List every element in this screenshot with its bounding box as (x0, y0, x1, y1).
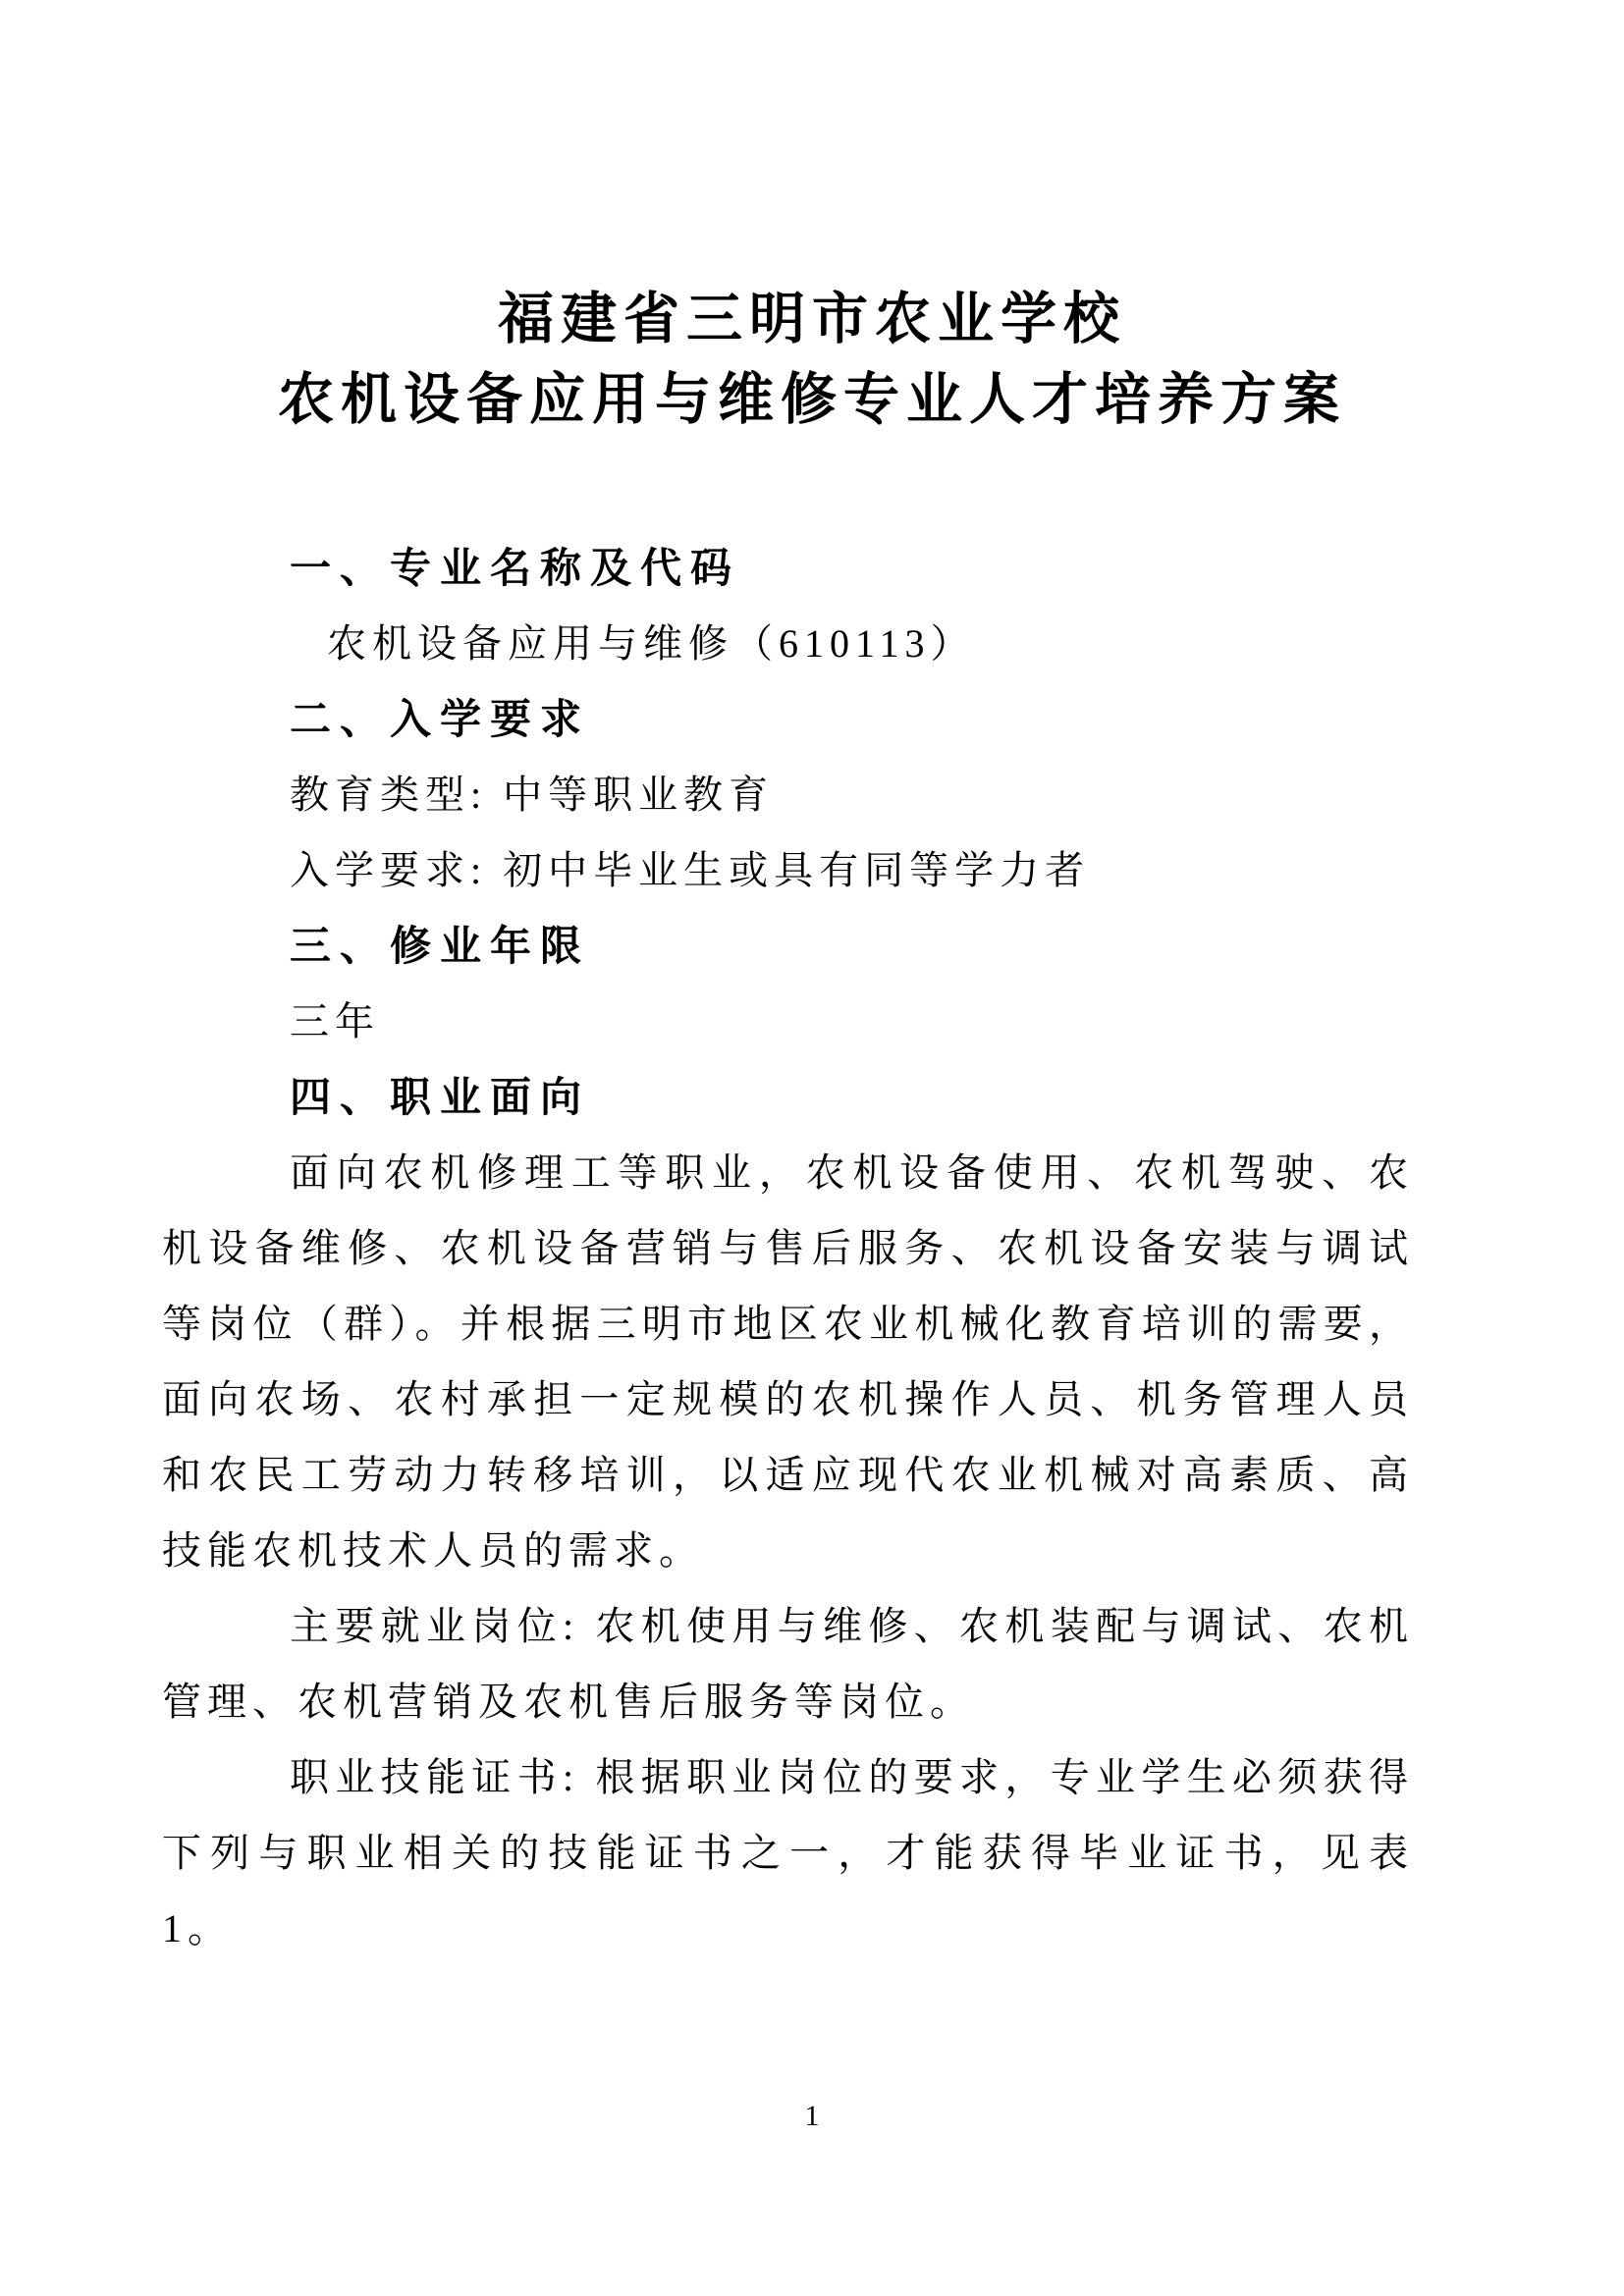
section-2-line-entry-requirement: 入学要求: 初中毕业生或具有同等学力者 (290, 848, 1091, 892)
section-3-line-duration: 三年 (290, 999, 380, 1043)
document-body (162, 530, 1414, 1966)
section-2-heading: 二、入学要求 (290, 696, 591, 742)
section-4-heading: 四、职业面向 (290, 1074, 591, 1120)
title-line-2: 农机设备应用与维修专业人才培养方案 (278, 369, 1346, 431)
section-4-paragraph-main-jobs: 主要就业岗位: 农机使用与维修、农机装配与调试、农机管理、农机营销及农机售后服务等岗位。 (162, 1604, 1414, 1724)
section-1-heading: 一、专业名称及代码 (290, 545, 741, 591)
title-line-1: 福建省三明市农业学校 (498, 289, 1126, 350)
document-title (0, 280, 1624, 441)
section-4-paragraph-occupations: 面向农机修理工等职业，农机设备使用、农机驾驶、农机设备维修、农机设备营销与售后服务、农机设备安装与调试等岗位（群）。并根据三明市地区农业机械化教育培训的需要，面向农场、农村承担一定规模的农机操作人员、机务管理人员和农民工劳动力转移培训，以适应现代农业机械对高素质、高技能农机技术人员的需求。 (162, 1150, 1414, 1573)
page-number: 1 (804, 2100, 820, 2132)
section-1-line-major-name-code: 农机设备应用与维修（610113） (327, 621, 976, 666)
section-3-heading: 三、修业年限 (290, 923, 591, 969)
section-2-line-education-type: 教育类型: 中等职业教育 (290, 773, 775, 817)
section-4-paragraph-certificates: 职业技能证书: 根据职业岗位的要求，专业学生必须获得下列与职业相关的技能证书之一，才能获得毕业证书，见表 1。 (162, 1755, 1414, 1950)
